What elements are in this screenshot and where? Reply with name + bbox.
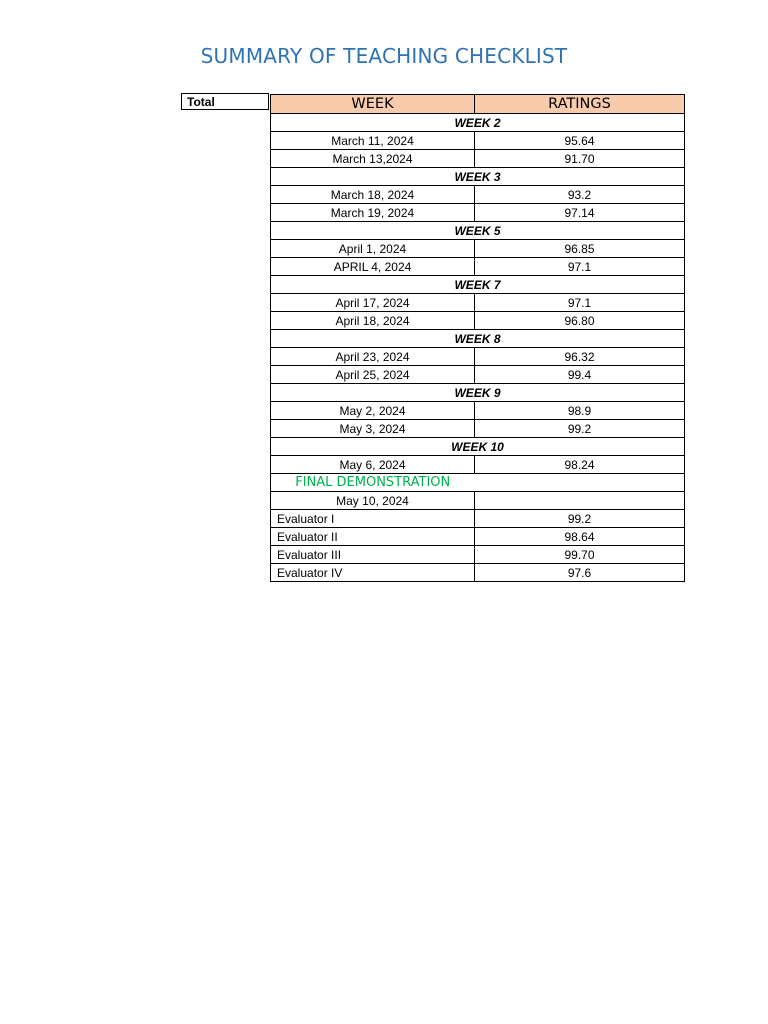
date-cell: May 2, 2024 [271,402,475,420]
date-cell: April 17, 2024 [271,294,475,312]
table-row [271,510,685,528]
table-row [271,402,685,420]
date-cell: April 18, 2024 [271,312,475,330]
rating-cell: 98.24 [475,456,685,474]
table-row [271,132,685,150]
table-row [271,240,685,258]
rating-cell: 99.4 [475,366,685,384]
rating-cell: 96.80 [475,312,685,330]
week-heading-row [271,384,685,402]
table-row [271,204,685,222]
week-heading-row [271,330,685,348]
rating-cell: 97.14 [475,204,685,222]
week-heading-row [271,114,685,132]
rating-cell: 96.85 [475,240,685,258]
final-demonstration-blank [475,474,685,492]
table-row [271,546,685,564]
week-heading-row [271,222,685,240]
date-cell: March 18, 2024 [271,186,475,204]
table-row [271,420,685,438]
rating-cell: 98.64 [475,528,685,546]
table-row [271,312,685,330]
week-label: WEEK 5 [271,222,685,240]
week-label: WEEK 3 [271,168,685,186]
date-cell: April 25, 2024 [271,366,475,384]
final-demonstration-label: FINAL DEMONSTRATION [271,474,475,492]
rating-cell: 95.64 [475,132,685,150]
rating-cell: 91.70 [475,150,685,168]
rating-cell: 99.70 [475,546,685,564]
table-row [271,150,685,168]
date-cell: April 1, 2024 [271,240,475,258]
week-label: WEEK 9 [271,384,685,402]
week-label: WEEK 7 [271,276,685,294]
rating-cell: 97.6 [475,564,685,582]
date-cell: APRIL 4, 2024 [271,258,475,276]
table-row [271,528,685,546]
total-cell: Total [181,93,269,110]
table-header-row [271,95,685,114]
table-row [271,258,685,276]
table-row [271,492,685,510]
rating-cell: 98.9 [475,402,685,420]
date-cell: May 10, 2024 [271,492,475,510]
page-title: SUMMARY OF TEACHING CHECKLIST [200,44,568,68]
table-row [271,186,685,204]
ratings-table [270,94,685,582]
date-cell: March 13,2024 [271,150,475,168]
rating-cell: 97.1 [475,294,685,312]
week-label: WEEK 10 [271,438,685,456]
table-row [271,294,685,312]
evaluator-cell: Evaluator II [271,528,475,546]
week-label: WEEK 2 [271,114,685,132]
header-week: WEEK [271,95,475,114]
header-ratings: RATINGS [475,95,685,114]
rating-cell: 96.32 [475,348,685,366]
table-row [271,456,685,474]
rating-cell [475,492,685,510]
week-heading-row [271,168,685,186]
table-row [271,564,685,582]
week-label: WEEK 8 [271,330,685,348]
date-cell: March 19, 2024 [271,204,475,222]
table-row [271,348,685,366]
week-heading-row [271,276,685,294]
evaluator-cell: Evaluator IV [271,564,475,582]
date-cell: April 23, 2024 [271,348,475,366]
week-heading-row [271,438,685,456]
date-cell: May 3, 2024 [271,420,475,438]
table-row [271,366,685,384]
evaluator-cell: Evaluator III [271,546,475,564]
evaluator-cell: Evaluator I [271,510,475,528]
rating-cell: 99.2 [475,420,685,438]
date-cell: March 11, 2024 [271,132,475,150]
rating-cell: 99.2 [475,510,685,528]
final-demonstration-row [271,474,685,492]
rating-cell: 97.1 [475,258,685,276]
rating-cell: 93.2 [475,186,685,204]
date-cell: May 6, 2024 [271,456,475,474]
